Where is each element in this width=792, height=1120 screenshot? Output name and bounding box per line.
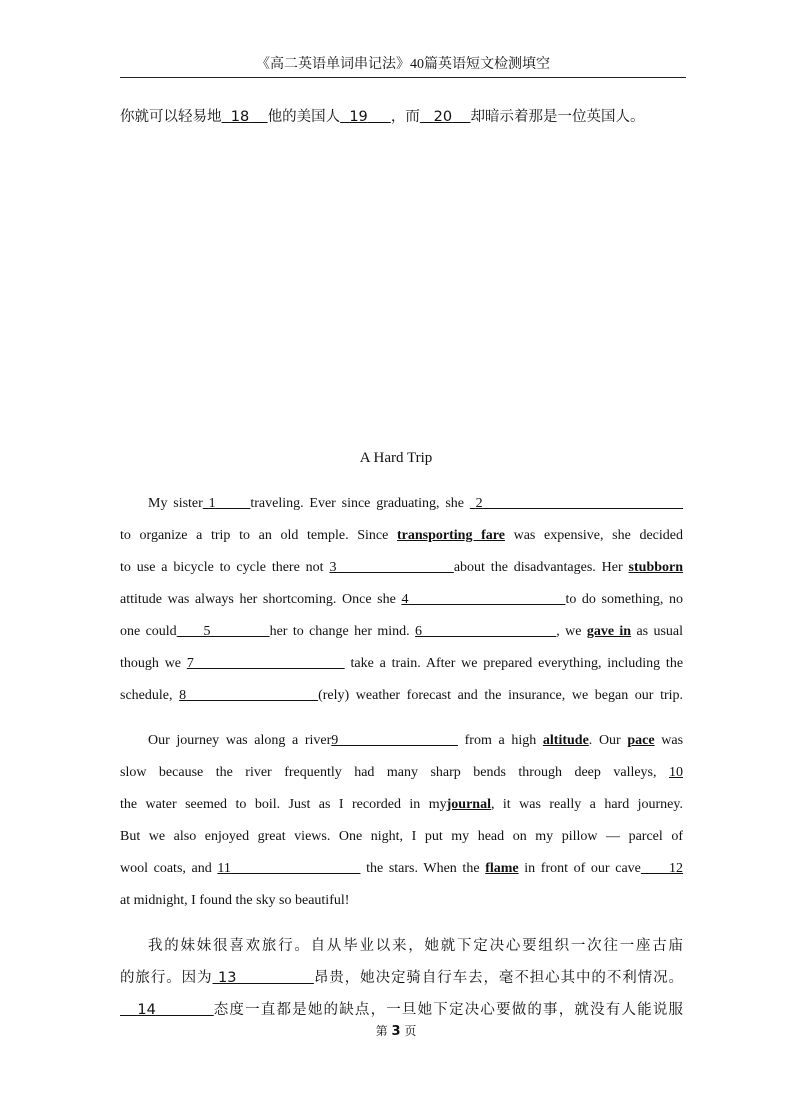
p1-line-2 (120, 527, 683, 545)
cn-line-2 (120, 969, 683, 987)
page-header: 《高二英语单词串记法》40篇英语短文检测填空 (256, 57, 550, 72)
p2-line-3 (120, 796, 683, 814)
p1-line-7 (120, 687, 683, 705)
page-number: 3 (391, 1024, 401, 1039)
text: the water seemed to boil. Just as I recorded in my (120, 797, 447, 812)
p2-line-2 (120, 764, 683, 782)
text: . Our (588, 733, 621, 748)
text: from a high (464, 733, 537, 748)
text: was expensive, she decided (513, 528, 683, 543)
text: though we (120, 656, 182, 671)
page-footer (0, 1023, 792, 1040)
text: slow because the river frequently had many sharp bends through deep valleys, (120, 765, 657, 780)
text: her to change her mind. (269, 624, 410, 639)
article-title: A Hard Trip (359, 450, 433, 466)
cn-line-3 (120, 1001, 683, 1019)
p2-line-6 (120, 892, 683, 910)
text: 他的美国人 (267, 109, 341, 125)
blank-1: 1 (208, 496, 216, 511)
blank-8: 8 (179, 688, 187, 703)
text: 的旅行。因为 (120, 970, 213, 986)
text: Our journey was along a river (148, 733, 332, 748)
blank-9: 9 (331, 733, 339, 748)
keyword-journal: journal (446, 797, 491, 812)
keyword-altitude: altitude (542, 733, 589, 748)
blank-12: 12 (669, 861, 684, 876)
text: take a train. After we prepared everything, including the (350, 656, 684, 671)
text: traveling. Ever since graduating, she (250, 496, 465, 511)
p2-line-1 (120, 732, 683, 750)
p2-line-4 (120, 828, 683, 846)
blank-10: 10 (669, 765, 683, 780)
blank-3: 3 (329, 560, 337, 575)
blank-5: 5 (203, 624, 211, 639)
blank-11: 11 (217, 861, 231, 876)
text: 昂贵，她决定骑自行车去，毫不担心其中的不利情况。 (313, 970, 684, 986)
top-text-line (120, 108, 683, 126)
text: (rely) weather forecast and the insurance, we began our trip. (318, 688, 684, 703)
text: one could (120, 624, 177, 639)
keyword-stubborn: stubborn (628, 560, 684, 575)
page-suffix: 页 (404, 1024, 417, 1038)
text: 你就可以轻易地 (120, 109, 222, 125)
text: wool coats, and (120, 861, 212, 876)
text: , it was really a hard journey. (490, 797, 683, 812)
blank-4: 4 (401, 592, 409, 607)
keyword-flame: flame (485, 861, 519, 876)
blank-14: 14 (137, 1002, 156, 1018)
blank-19: 19 (349, 109, 368, 125)
header-divider (120, 77, 686, 78)
p1-line-5 (120, 623, 683, 641)
text: about the disadvantages. Her (453, 560, 623, 575)
text: to do something, no (565, 592, 683, 607)
text: was (661, 733, 684, 748)
text: 态度一直都是她的缺点，一旦她下定决心要做的事，就没有人能说服 (213, 1002, 684, 1018)
text: attitude was always her shortcoming. Once she (120, 592, 396, 607)
text: to organize a trip to an old temple. Since (120, 528, 389, 543)
text: to use a bicycle to cycle there not (120, 560, 324, 575)
p1-line-3 (120, 559, 683, 577)
blank-20: 20 (433, 109, 453, 125)
keyword-transporting-fare: transporting fare (397, 528, 505, 543)
cn-line-1 (120, 937, 683, 955)
blank-6: 6 (415, 624, 423, 639)
text: as usual (636, 624, 684, 639)
text: 却暗示着那是一位英国人。 (470, 109, 645, 125)
text: My sister (148, 496, 203, 511)
blank-2: 2 (475, 496, 483, 511)
text: at midnight, I found the sky so beautiful! (120, 893, 350, 908)
blank-7: 7 (186, 656, 194, 671)
text: But we also enjoyed great views. One night, I put my head on my pillow — parcel of (120, 829, 683, 844)
text: , we (556, 624, 582, 639)
text: the stars. When the (366, 861, 480, 876)
p1-line-6 (120, 655, 683, 673)
page-prefix: 第 (375, 1024, 388, 1038)
keyword-pace: pace (627, 733, 655, 748)
blank-13: 13 (218, 970, 237, 986)
blank-18: 18 (230, 109, 250, 125)
text: schedule, (120, 688, 173, 703)
p1-line-4 (120, 591, 683, 609)
keyword-gave-in: gave in (586, 624, 632, 639)
p1-line-1 (120, 495, 683, 513)
text: in front of our cave (524, 861, 641, 876)
text: 我的妹妹很喜欢旅行。自从毕业以来，她就下定决心要组织一次往一座古庙 (148, 938, 683, 954)
text: ，而 (390, 109, 420, 125)
p2-line-5 (120, 860, 683, 878)
